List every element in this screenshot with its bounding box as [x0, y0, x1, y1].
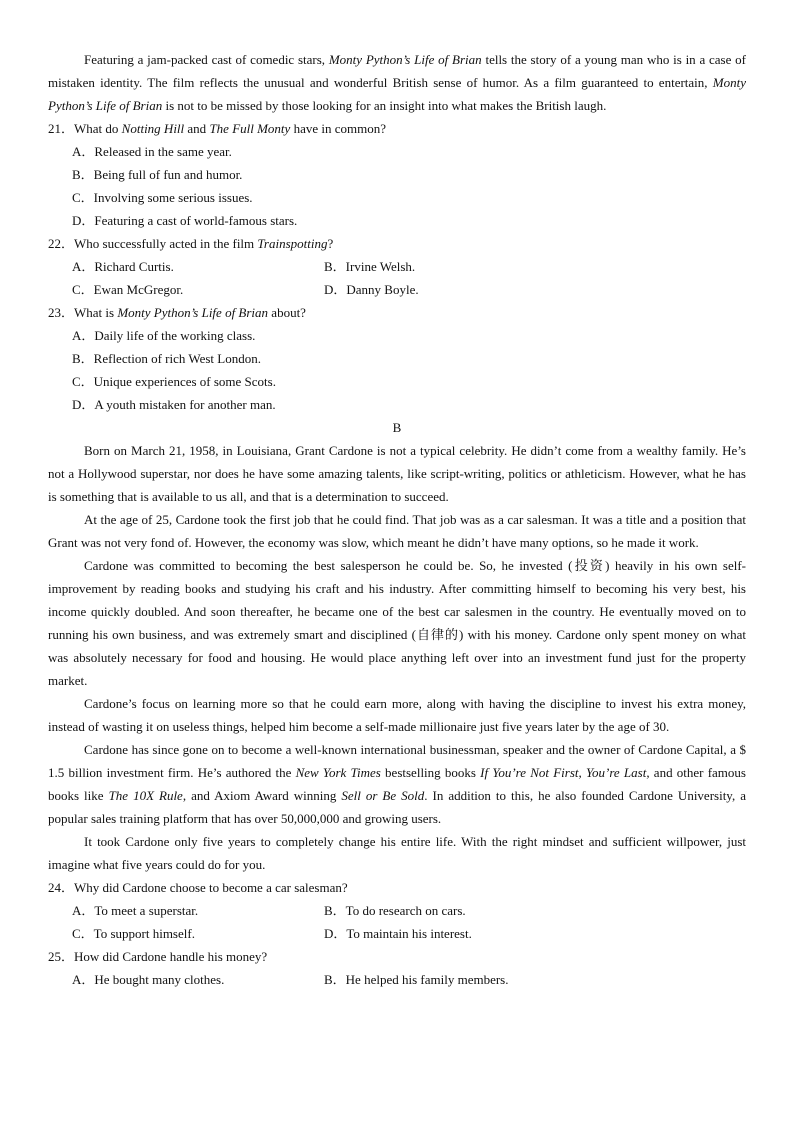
option-a[interactable]: A．Richard Curtis. [72, 259, 174, 274]
question-21-options [48, 140, 746, 232]
text: bestselling books [380, 765, 481, 780]
option-c[interactable]: C．Involving some serious issues. [72, 190, 253, 205]
question-number: 22． [48, 236, 75, 251]
passage-b-paragraph-3: Cardone was committed to becoming the best salesperson he could be. So, he invested (投资) heavily in his own self-improvement by reading books and studying his craft and his industry. After committing himself to becoming his very best, his income quickly doubled. And soon thereafter, he became one of the best car salesmen in the country. He eventually moved on to running his own business, and was extremely smart and disciplined (自律的) with his money. Cardone only spent money on what was absolutely necessary for food and housing. He would place anything left over into an investment fund just for the property market. [48, 558, 746, 688]
text: is not to be missed by those looking for an insight into what makes the British laugh. [162, 98, 607, 113]
option-d[interactable]: D．Danny Boyle. [324, 282, 419, 297]
option-b[interactable]: B．Irvine Welsh. [324, 259, 416, 274]
passage-b-paragraph-5 [48, 738, 746, 830]
text: ? [327, 236, 334, 251]
text: have in common? [290, 121, 386, 136]
text: . In addition to this, he also founded Cardone University, a popular sales training platform that has over 50,000,000 and growing users. [48, 788, 746, 826]
option-c[interactable]: C．Ewan McGregor. [72, 282, 184, 297]
option-d[interactable]: D．A youth mistaken for another man. [72, 397, 276, 412]
passage-b-paragraph-2: At the age of 25, Cardone took the first job that he could find. That job was as a car salesman. It was a title and a position that Grant was not very fond of. However, the economy was slow, which meant he didn’t have many options, so he made it work. [48, 512, 746, 550]
question-number: 24． [48, 880, 75, 895]
option-d[interactable]: D．To maintain his interest. [324, 926, 472, 941]
question-number: 21． [48, 121, 75, 136]
question-22-options-row-1 [48, 255, 746, 278]
option-d[interactable]: D．Featuring a cast of world-famous stars. [72, 213, 298, 228]
option-a[interactable]: A．He bought many clothes. [72, 972, 225, 987]
question-24 [48, 876, 746, 899]
option-c[interactable]: C．To support himself. [72, 926, 195, 941]
film-title: Monty Python’s Life of Brian [328, 52, 482, 67]
publication-title: New York Times [295, 765, 381, 780]
passage-b-paragraph-6: It took Cardone only five years to completely change his entire life. With the right mindset and sufficient willpower, just imagine what five years could do for you. [48, 834, 746, 872]
text: , and Axiom Award winning [182, 788, 342, 803]
option-b[interactable]: B．Reflection of rich West London. [72, 351, 261, 366]
text: about? [268, 305, 306, 320]
text: and other famous books like [48, 765, 746, 803]
question-stem: Why did Cardone choose to become a car salesman? [74, 880, 348, 895]
option-a[interactable]: A．Daily life of the working class. [72, 328, 256, 343]
question-24-options-row-2 [48, 922, 746, 945]
text: Who successfully acted in the film [74, 236, 258, 251]
text: Cardone has since gone on to become a well-known international businessman, speaker and the owner of Cardone Capital, a $ 1.5 billion investment firm. He’s authored the [48, 742, 746, 780]
book-title: Sell or Be Sold [341, 788, 425, 803]
passage-b-paragraph-4: Cardone’s focus on learning more so that he could earn more, along with having the discipline to invest his extra money, instead of wasting it on useless things, helped him become a self-made millionaire just five years later by the age of 30. [48, 696, 746, 734]
question-25 [48, 945, 746, 968]
question-21 [48, 117, 746, 140]
question-25-options-row-1 [48, 968, 746, 991]
question-22-options-row-2 [48, 278, 746, 301]
option-b[interactable]: B．To do research on cars. [324, 903, 466, 918]
text: What is [74, 305, 118, 320]
passage-b-paragraph-1: Born on March 21, 1958, in Louisiana, Grant Cardone is not a typical celebrity. He didn’t come from a wealthy family. He’s not a Hollywood superstar, nor does he have some amazing talents, like script-writing, politics or athleticism. However, what he has is something that is available to us all, and that is a determination to succeed. [48, 443, 746, 504]
film-title: Trainspotting [257, 236, 328, 251]
exam-page [48, 48, 746, 991]
film-title: Monty Python’s Life of Brian [117, 305, 269, 320]
question-23-options [48, 324, 746, 416]
text: What do [74, 121, 122, 136]
option-a[interactable]: A．Released in the same year. [72, 144, 232, 159]
text: Featuring a jam-packed cast of comedic stars, [84, 52, 329, 67]
question-24-options-row-1 [48, 899, 746, 922]
book-title: If You’re Not First, You’re Last, [480, 765, 650, 780]
question-number: 25． [48, 949, 75, 964]
question-23 [48, 301, 746, 324]
question-22 [48, 232, 746, 255]
passage-a-paragraph [48, 48, 746, 117]
question-stem: How did Cardone handle his money? [74, 949, 268, 964]
film-title: Notting Hill [121, 121, 185, 136]
film-title: The Full Monty [209, 121, 291, 136]
option-b[interactable]: B．Being full of fun and humor. [72, 167, 243, 182]
text: and [184, 121, 210, 136]
text: tells the story of a young man who is in a case of mistaken identity. The film reflects the unusual and wonderful British sense of humor. As a film guaranteed to entertain, [48, 52, 746, 90]
section-heading-b: B [392, 420, 402, 435]
option-b[interactable]: B．He helped his family members. [324, 972, 509, 987]
film-title: Monty Python’s Life of Brian [48, 75, 746, 113]
option-a[interactable]: A．To meet a superstar. [72, 903, 199, 918]
question-number: 23． [48, 305, 75, 320]
option-c[interactable]: C．Unique experiences of some Scots. [72, 374, 276, 389]
book-title: The 10X Rule [108, 788, 183, 803]
